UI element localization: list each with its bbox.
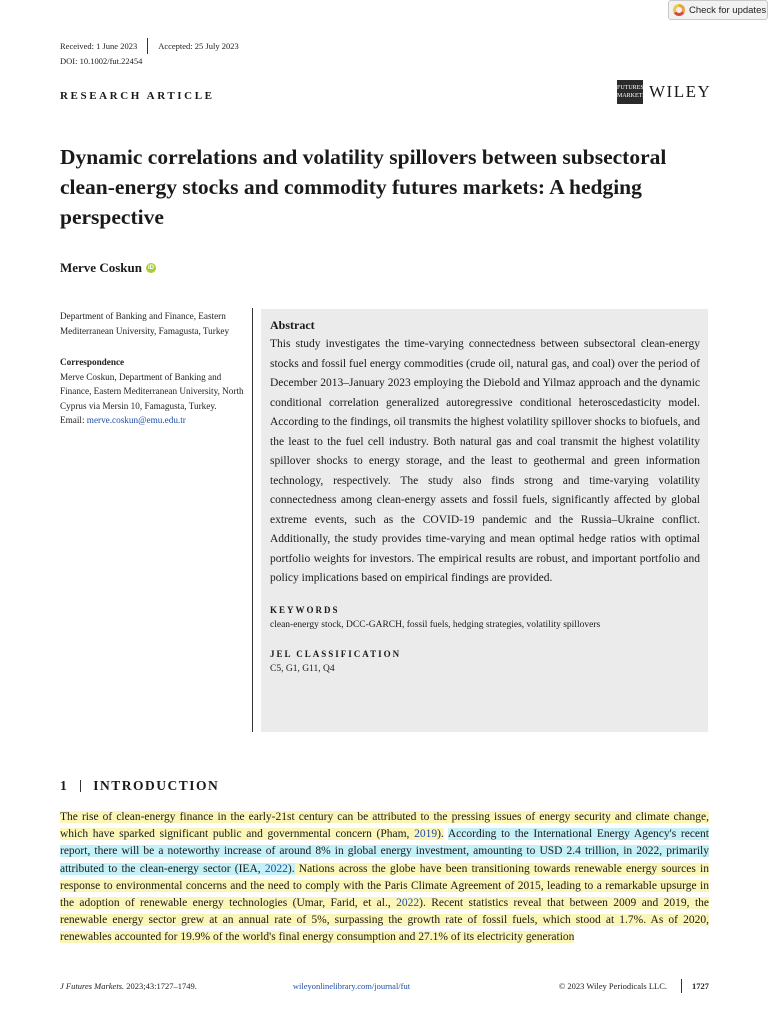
- citation-link[interactable]: 2022: [396, 897, 420, 910]
- check-for-updates-button[interactable]: [668, 0, 768, 20]
- intro-text-1: The rise of clean-energy finance in the early-21st century can be attributed to the pressing issues of energy security and climate change, which have sparked significant public and governmental concern (Pham,: [60, 811, 709, 841]
- author-sidebar: [60, 309, 248, 428]
- date-divider: [147, 38, 148, 54]
- email-link[interactable]: merve.coskun@emu.edu.tr: [86, 415, 186, 425]
- jel-codes: C5, G1, G11, Q4: [270, 663, 335, 674]
- intro-paragraph: [60, 809, 709, 947]
- keywords-title: KEYWORDS: [270, 604, 340, 615]
- check-for-updates-label: Check for updates: [689, 4, 767, 16]
- author-name: Merve Coskun: [60, 260, 142, 275]
- received-date: Received: 1 June 2023: [60, 41, 138, 51]
- email-line: [60, 413, 248, 428]
- footer-site-link[interactable]: wileyonlinelibrary.com/journal/fut: [292, 981, 411, 991]
- citation-link[interactable]: 2019: [414, 828, 438, 841]
- page-footer: [60, 979, 709, 993]
- section-heading: [60, 778, 219, 794]
- abstract-title: Abstract: [270, 318, 315, 332]
- orcid-icon[interactable]: iD: [147, 265, 154, 271]
- abstract-text: This study investigates the time-varying connectedness between subsectoral clean-energy stocks and fossil fuel energy commodities (crude oil, natural gas, and coal) over the period of December 2013–January 2023 employing the Diebold and Yilmaz approach and the dynamic conditional correlation generalized autoregressive conditional heteroscedasticity model. According to the findings, oil transmits the highest volatility spillover shocks to biofuels, and the least to the fuel cell industry. Both natural gas and coal transmit the highest volatility spillover shocks to energy storage, and the least to geothermal and green information technology, respectively. The study also finds strong and time-varying volatility connectedness among clean-energy assets and fossil fuels, significantly affected by global extreme events, such as the COVID-19 pandemic and the Russia–Ukraine conflict. Additionally, the study provides time-varying and mean optimal hedge ratios with optimal portfolio weights for investors. The empirical results are robust, and important portfolio and policy implications based on empirical findings are provided.: [270, 338, 700, 584]
- intro-text-5: Nations across the globe have been transitioning towards renewable energy sources in response to environmental concerns and the need to comply with the Paris Climate Agreement of 2015, leading to a remarkable upsurge in the adoption of renewable energy technologies (Umar, Farid, et al.,: [60, 862, 709, 910]
- intro-text-3: According to the International Energy Agency's recent report, there will be a noteworthy increase of around 8% in global energy investment, amounting to USD 2.4 trillion, in 2022, primarily attributed to the clean-energy sector (IEA,: [60, 828, 709, 875]
- doi: DOI: 10.1002/fut.22454: [60, 56, 143, 66]
- sidebar-divider: [252, 308, 253, 732]
- author-line: [60, 260, 156, 276]
- publisher-logo: [617, 80, 711, 104]
- footer-journal: J Futures Markets.: [60, 981, 125, 991]
- abstract-box: [261, 309, 708, 732]
- intro-text-6: ). Recent statistics reveal that between 2009 and 2019, the renewable energy sector grew at an annual rate of 5%, surpassing the growth rate of fossil fuels, which stood at 1.7%. As of 2020, renewables accounted for 19.9% of the world's final energy consumption and 27.1% of its electricity generation: [60, 897, 709, 944]
- email-label: Email:: [60, 415, 85, 425]
- section-title: INTRODUCTION: [93, 778, 220, 793]
- citation-link[interactable]: 2022: [264, 862, 288, 875]
- section-divider: [80, 780, 81, 792]
- intro-text-4: ).: [287, 862, 295, 875]
- page-number: 1727: [692, 981, 709, 991]
- footer-citation: [60, 981, 197, 991]
- journal-logo-icon: FUTURES MARKETS: [617, 80, 643, 104]
- intro-text-2: ).: [437, 828, 444, 841]
- footer-volume: 2023;43:1727–1749.: [124, 981, 197, 991]
- footer-divider: [681, 979, 682, 993]
- footer-copyright: © 2023 Wiley Periodicals LLC.: [558, 981, 667, 991]
- keywords-list: clean-energy stock, DCC-GARCH, fossil fuels, hedging strategies, volatility spillovers: [270, 619, 601, 630]
- correspondence-label: Correspondence: [60, 357, 125, 367]
- jel-title: JEL CLASSIFICATION: [270, 648, 402, 659]
- article-dates: [60, 38, 239, 54]
- article-title: Dynamic correlations and volatility spillovers between subsectoral clean-energy stocks and commodity futures markets: A hedging perspective: [60, 145, 667, 229]
- accepted-date: Accepted: 25 July 2023: [158, 41, 239, 51]
- section-number: 1: [60, 778, 69, 793]
- crossmark-icon: [673, 4, 685, 16]
- wiley-wordmark: WILEY: [649, 82, 712, 101]
- correspondence-text: Merve Coskun, Department of Banking and Finance, Eastern Mediterranean University, North Cyprus via Mersin 10, Famagusta, Turkey.: [60, 371, 244, 411]
- article-type: RESEARCH ARTICLE: [60, 90, 215, 102]
- affiliation: Department of Banking and Finance, Eastern Mediterranean University, Famagusta, Turkey: [60, 311, 230, 336]
